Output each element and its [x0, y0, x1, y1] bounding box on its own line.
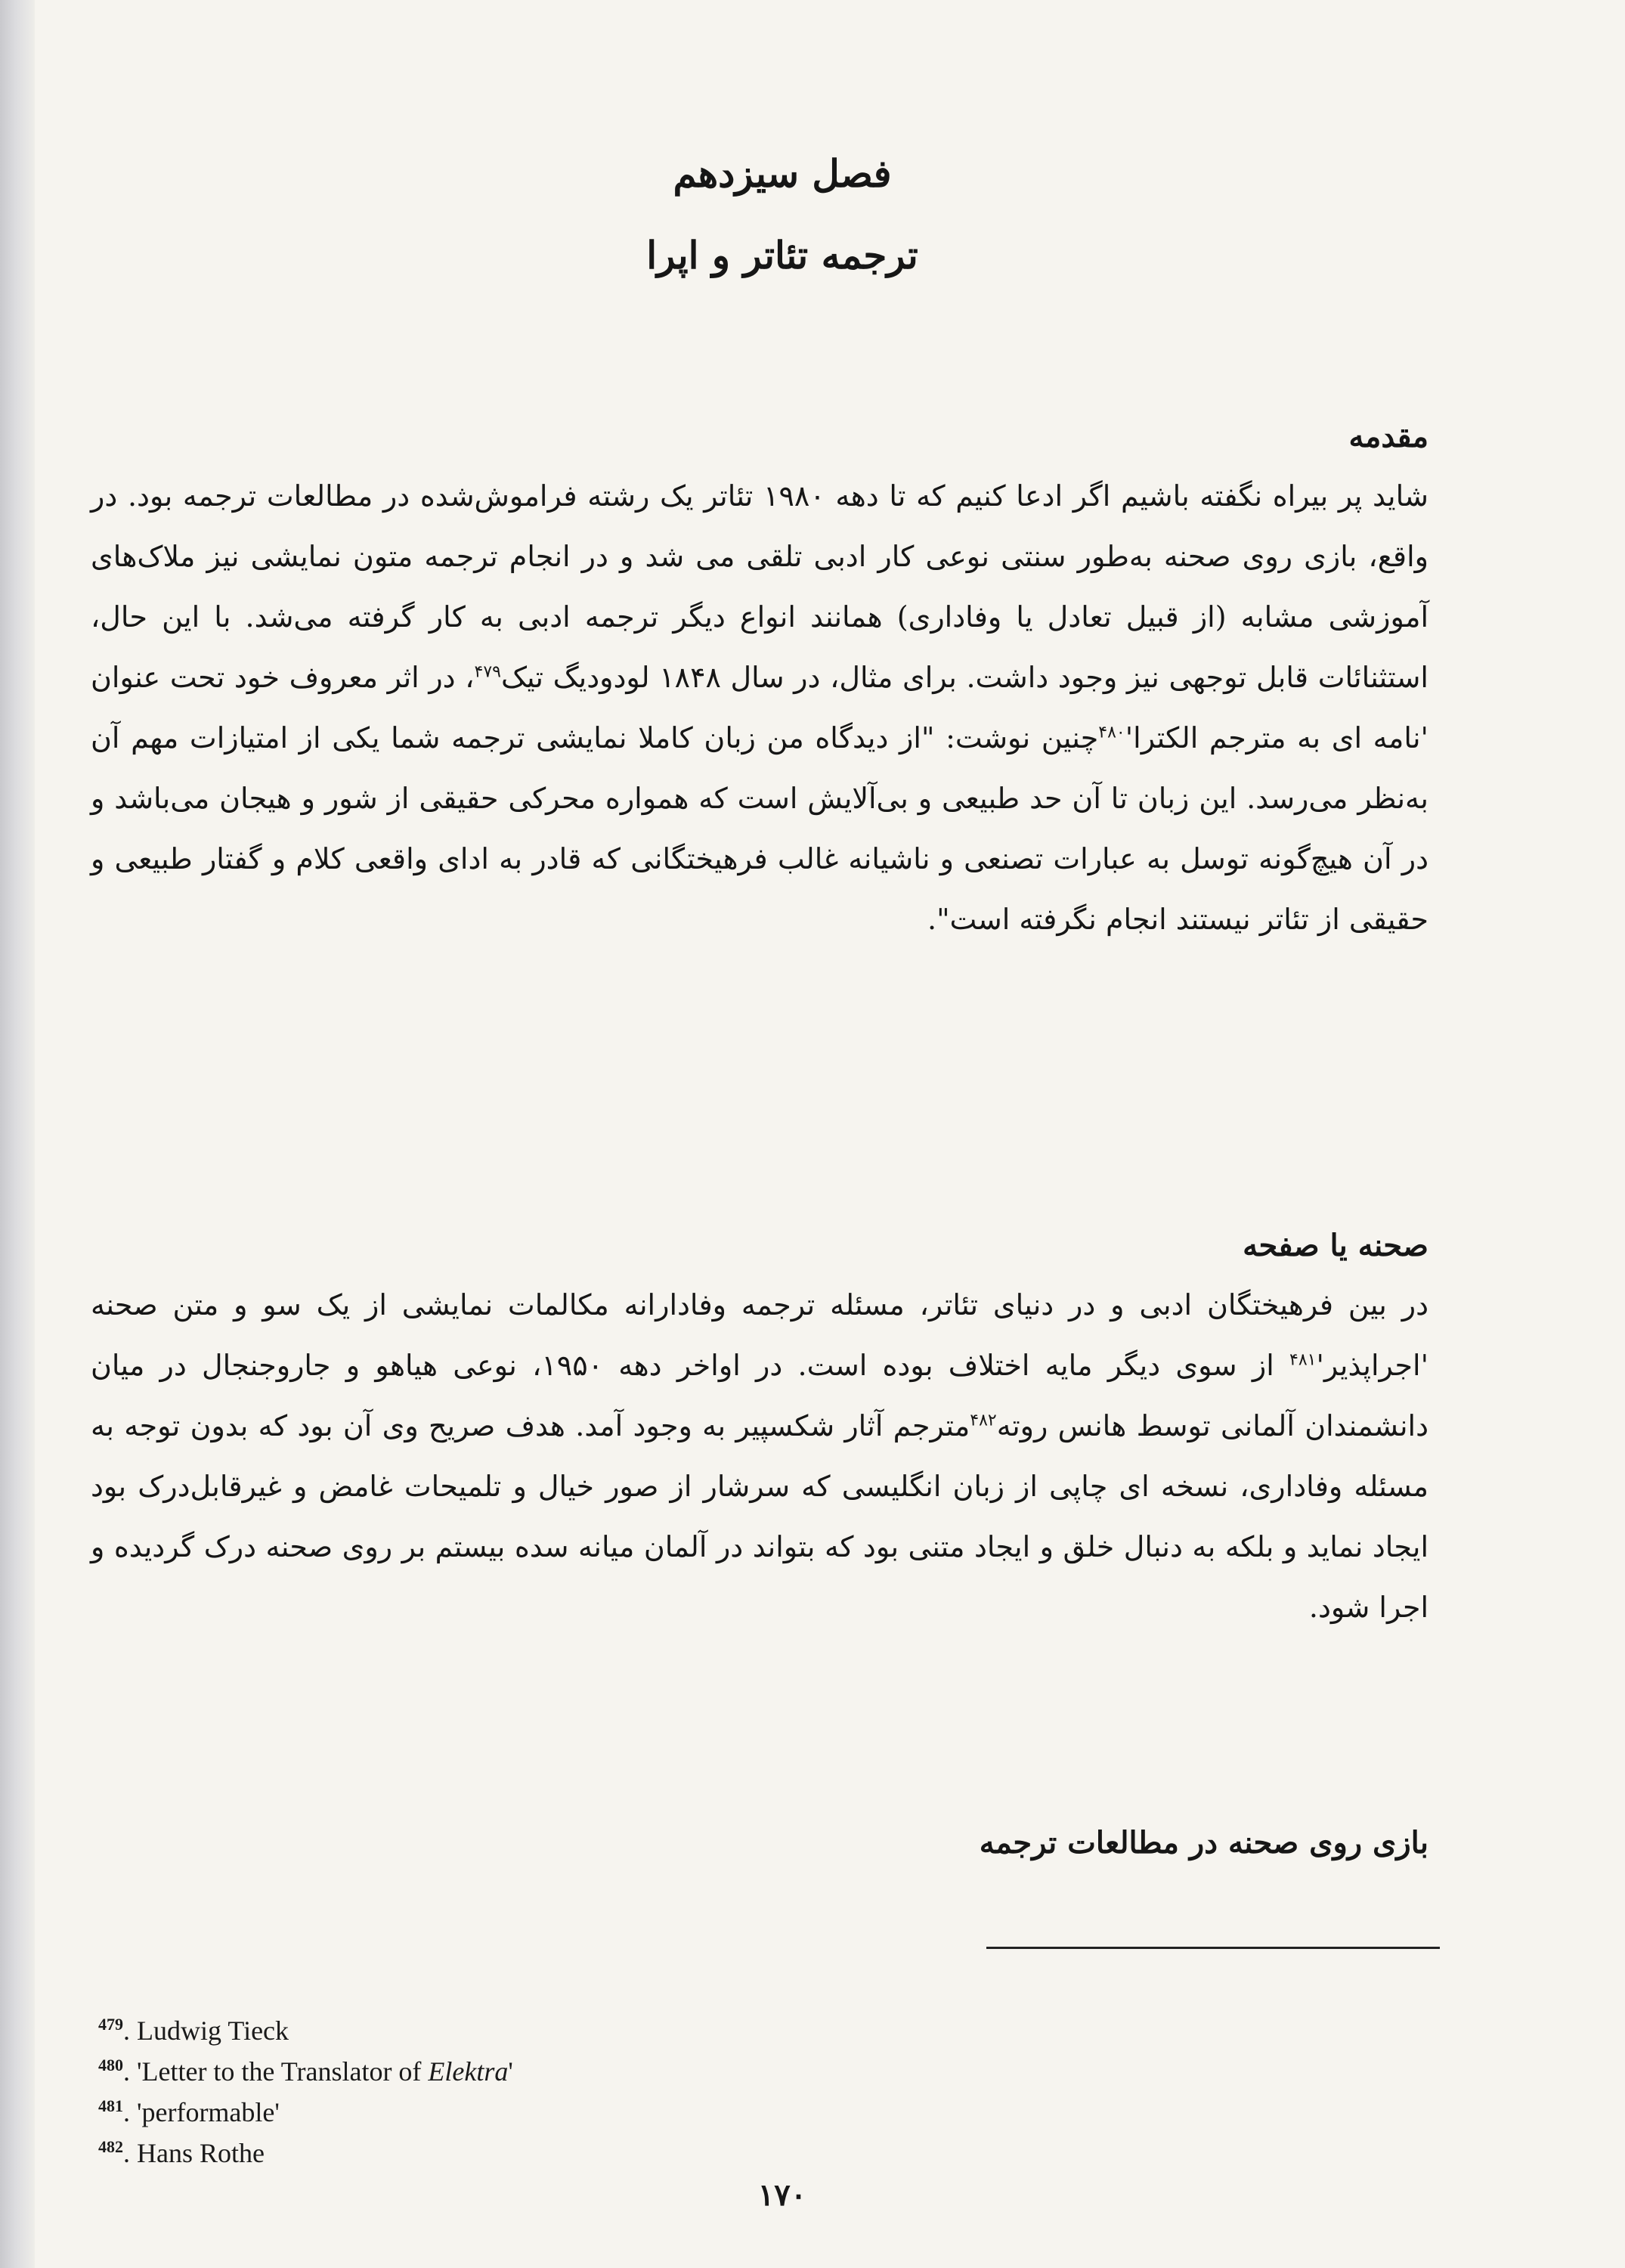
book-page: [91, 0, 1474, 2268]
footnote-481: [98, 2089, 778, 2130]
section-heading-stage-or-page: صحنه یا صفحه: [1243, 1228, 1428, 1263]
page-binding-shadow: [0, 0, 35, 2268]
footnote-482: [98, 2130, 778, 2170]
footnote-ref-482[interactable]: ۴۸۲: [970, 1411, 997, 1430]
footnote-text: . Hans Rothe: [123, 2138, 265, 2168]
paragraph-text: شاید پر بیراه نگفته باشیم اگر ادعا کنیم که تا دهه ۱۹۸۰ تئاتر یک رشته فراموش‌شده در مطالعات ترجمه بود. در واقع، بازی روی صحنه به‌طور سنتی نوعی کار ادبی تلقی می شد و در انجام ترجمه متون نمایشی نیز ملاک‌های آموزشی مشابه (از قبیل تعادل یا وفاداری) همانند انواع دیگر ترجمه ادبی به کار گرفته می‌شد. با این حال، استثنائات قابل توجهی نیز وجود داشت. برای مثال، در سال ۱۸۴۸ لودودیگ تیک: [91, 479, 1428, 694]
paragraph-text: مترجم آثار شکسپیر به وجود آمد. هدف صریح وی آن بود که بدون توجه به مسئله وفاداری، نسخه ای چاپی از زبان انگلیسی که سرشار از صور خیال و تلمیحات غامض و غیرقابل‌درک بود ایجاد نماید و بلکه به دنبال خلق و ایجاد متنی بود که بتواند در آلمان میانه سده بیستم بر روی صحنه درک گردیده و اجرا شود.: [91, 1409, 1428, 1624]
section-introduction: [91, 414, 1428, 950]
footnote-479: [98, 2007, 778, 2048]
footnote-number: 482: [98, 2137, 123, 2156]
section-performance-in-translation-studies: [91, 1820, 1428, 1872]
footnote-text: . Ludwig Tieck: [123, 2015, 289, 2046]
footnotes: [98, 2007, 778, 2170]
chapter-number: فصل سیزدهم: [673, 151, 892, 196]
chapter-title: ترجمه تئاتر و اپرا: [646, 233, 918, 277]
paragraph-text: از سوی دیگر مایه اختلاف بوده است. در اواخر دهه ۱۹۵۰، نوعی هیاهو و جاروجنجال در میان دانشمندان آلمانی توسط هانس روته: [91, 1349, 1428, 1442]
paragraph-text: در بین فرهیختگان ادبی و در دنیای تئاتر، مسئله ترجمه وفادارانه مکالمات نمایشی از یک سو و متن صحنه 'اجراپذیر': [91, 1288, 1429, 1382]
footnote-ref-479[interactable]: ۴۷۹: [474, 662, 501, 682]
paragraph-introduction: [91, 466, 1428, 950]
paragraph-stage-or-page: [91, 1275, 1428, 1637]
footnote-text-before: . 'Letter to the Translator of: [123, 2056, 429, 2087]
section-stage-or-page: [91, 1223, 1428, 1637]
footnote-number: 479: [98, 2015, 123, 2034]
footnote-text-italic-title: Elektra: [428, 2056, 509, 2087]
footnote-divider: [986, 1947, 1440, 1949]
footnote-number: 481: [98, 2096, 123, 2115]
footnote-text: . 'performable': [123, 2097, 280, 2127]
footnote-480: [98, 2048, 778, 2089]
section-heading-introduction: مقدمه: [1348, 419, 1428, 454]
footnote-text: [123, 2056, 513, 2087]
paragraph-text: ، در اثر معروف خود تحت عنوان 'نامه ای به مترجم الکترا': [91, 661, 1428, 754]
page-number: ۱۷۰: [757, 2177, 807, 2213]
section-heading-performance: بازی روی صحنه در مطالعات ترجمه: [979, 1825, 1428, 1861]
footnote-ref-480[interactable]: ۴۸۰: [1098, 723, 1125, 742]
paragraph-text: چنین نوشت: "از دیدگاه من زبان کاملا نمایشی ترجمه شما یکی از امتیازات مهم آن به‌نظر می‌رسد. این زبان تا آن حد طبیعی و بی‌آلایش است که همواره محرکی حقیقی از شور و هیجان می‌باشد و در آن هیچ‌گونه توسل به عبارات تصنعی و ناشیانه غالب فرهیختگانی که قادر به ادای واقعی کلام و گفتار طبیعی و حقیقی از تئاتر نیستند انجام نگرفته است".: [91, 721, 1428, 936]
footnote-number: 480: [98, 2056, 123, 2074]
footnote-ref-481[interactable]: ۴۸۱: [1289, 1350, 1317, 1370]
chapter-heading: [91, 144, 1474, 286]
footnote-text-after: ': [508, 2056, 513, 2087]
